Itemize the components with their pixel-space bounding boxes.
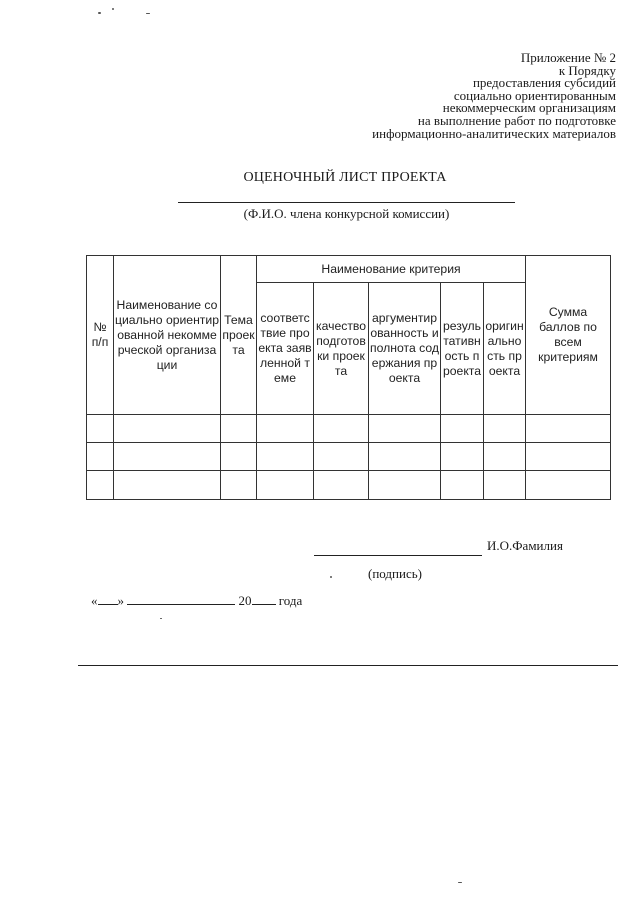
signature-line [314, 555, 482, 556]
table-cell [526, 471, 611, 500]
member-name-line [178, 202, 515, 203]
scan-speck [112, 8, 114, 10]
table-cell [441, 471, 484, 500]
header-number: № п/п [87, 256, 114, 415]
table-cell [369, 443, 441, 471]
year-blank [252, 593, 276, 605]
scan-speck [458, 882, 462, 883]
table-cell [87, 443, 114, 471]
criterion-originality: оригинальность проекта [484, 283, 526, 415]
table-cell [221, 415, 257, 443]
table-cell [114, 471, 221, 500]
table-cell [526, 443, 611, 471]
table-cell [441, 443, 484, 471]
appendix-line: некоммерческим организациям [442, 100, 616, 116]
scan-speck [330, 576, 332, 578]
table-cell [114, 415, 221, 443]
criterion-argumentation: аргументированность и полнота содержания проекта [369, 283, 441, 415]
appendix-line: Приложение № 2 [520, 50, 616, 65]
table-cell [526, 415, 611, 443]
table-cell [87, 415, 114, 443]
criterion-quality: качество подготовки проекта [314, 283, 369, 415]
evaluation-table [86, 255, 611, 500]
appendix-line: информационно-аналитических материалов [372, 125, 616, 141]
table-cell [484, 443, 526, 471]
criterion-relevance: соответствие проекта заявленной теме [257, 283, 314, 415]
scan-speck [146, 13, 150, 14]
date-open-quote: « [91, 593, 98, 608]
appendix-line: на выполнение работ по подготовке [417, 112, 616, 128]
date-close-quote: » [117, 593, 124, 608]
bottom-rule [78, 665, 618, 666]
table-row [87, 471, 611, 500]
scan-speck [160, 618, 162, 619]
appendix-line: предоставления субсидий [472, 75, 616, 91]
appendix-header [286, 52, 616, 140]
appendix-line: к Порядку [558, 62, 616, 78]
table-cell [441, 415, 484, 443]
table-cell [484, 471, 526, 500]
header-total: Сумма баллов по всем критериям [526, 256, 611, 415]
member-name-caption: (Ф.И.О. члена конкурсной комиссии) [243, 206, 450, 221]
year-suffix: года [278, 593, 303, 608]
table-cell [257, 415, 314, 443]
signature-caption: (подпись) [368, 566, 422, 581]
table-cell [369, 415, 441, 443]
appendix-line: социально ориентированным [453, 87, 616, 103]
header-organization: Наименование социально ориентированной некоммерческой организации [114, 256, 221, 415]
date-line [91, 593, 302, 609]
signatory-name: И.О.Фамилия [487, 538, 563, 553]
table-cell [87, 471, 114, 500]
table-cell [314, 415, 369, 443]
table-row [87, 443, 611, 471]
scan-speck [98, 12, 101, 14]
table-cell [314, 443, 369, 471]
table-cell [257, 471, 314, 500]
table-cell [221, 443, 257, 471]
criterion-effectiveness: результативность проекта [441, 283, 484, 415]
table-cell [369, 471, 441, 500]
day-blank [98, 593, 118, 605]
month-blank [127, 593, 235, 605]
table-row [87, 415, 611, 443]
year-prefix: 20 [238, 593, 252, 608]
table-cell [257, 443, 314, 471]
document-title: ОЦЕНОЧНЫЙ ЛИСТ ПРОЕКТА [243, 170, 447, 185]
table-cell [221, 471, 257, 500]
header-criteria-group: Наименование критерия [257, 256, 526, 283]
header-topic: Тема проекта [221, 256, 257, 415]
table-cell [114, 443, 221, 471]
table-cell [484, 415, 526, 443]
table-cell [314, 471, 369, 500]
